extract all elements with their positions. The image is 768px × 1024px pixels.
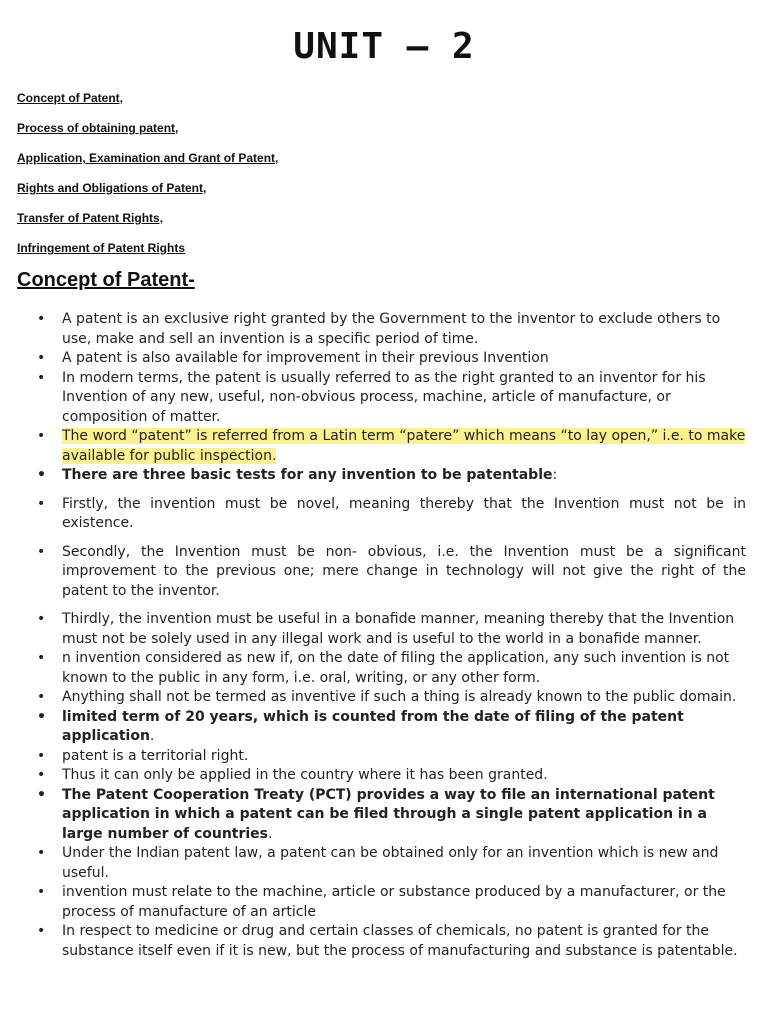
list-item (0, 649, 768, 688)
list-item-text: Thus it can only be applied in the country where it has been granted. (62, 767, 548, 783)
list-item-text: Secondly, the Invention must be non- obvious, i.e. the Invention must be a significant improvement to the previous one; mere change in technology will not give the right of the patent to the inventor. (62, 543, 746, 599)
toc-item: Rights and Obligations of Patent, (17, 181, 207, 195)
list-item (0, 495, 768, 534)
list-item-text: invention must relate to the machine, article or substance produced by a manufacturer, or the process of manufacture of an article (62, 884, 726, 920)
list-item-text: A patent is an exclusive right granted by the Government to the inventor to exclude others to use, make and sell an invention is a specific period of time. (62, 311, 721, 347)
list-item (0, 747, 768, 767)
list-item-text: The Patent Cooperation Treaty (PCT) provides a way to file an international patent application in which a patent can be filed through a single patent application in a large number of countries (62, 786, 715, 842)
highlighted-text: The word “patent” is referred from a Latin term “patere” which means “to lay open,” i.e. to make available for public inspection. (62, 428, 746, 464)
toc-item: Concept of Patent, (17, 91, 124, 105)
table-of-contents (17, 89, 717, 269)
list-item-text: In modern terms, the patent is usually referred to as the right granted to an inventor for his Invention of any new, useful, non-obvious process, machine, article of manufacture, or composition of matter. (62, 369, 706, 425)
list-item (0, 543, 768, 602)
list-item-text: Under the Indian patent law, a patent can be obtained only for an invention which is new and useful. (62, 845, 719, 881)
list-item-text: n invention considered as new if, on the date of filing the application, any such invention is not known to the public in any form, i.e. oral, writing, or any other form. (62, 650, 730, 686)
list-item-text: Thirdly, the invention must be useful in a bonafide manner, meaning thereby that the Invention must not be solely used in any illegal work and is useful to the world in a bonafide manner. (62, 611, 735, 647)
list-item-text: limited term of 20 years, which is counted from the date of filing of the patent application (62, 708, 684, 744)
list-item (0, 610, 768, 649)
list-item (0, 466, 768, 486)
page-title: UNIT – 2 (293, 26, 475, 67)
list-item (0, 883, 768, 922)
toc-item: Process of obtaining patent, (17, 121, 179, 135)
list-item-text: A patent is also available for improvement in their previous Invention (62, 350, 549, 366)
list-item (0, 786, 768, 845)
list-item (0, 844, 768, 883)
toc-item: Infringement of Patent Rights (17, 241, 185, 255)
bullet-list (0, 310, 768, 961)
toc-item: Application, Examination and Grant of Patent, (17, 151, 279, 165)
list-item (0, 369, 768, 428)
list-item (0, 427, 768, 466)
list-item (0, 688, 768, 708)
list-item (0, 349, 768, 369)
list-item-text: Firstly, the invention must be novel, meaning thereby that the Invention must not be in existence. (62, 495, 746, 531)
list-item (0, 708, 768, 747)
list-item (0, 922, 768, 961)
list-item-text: There are three basic tests for any invention to be patentable (62, 467, 553, 483)
list-item-period: . (149, 728, 155, 744)
list-item (0, 766, 768, 786)
list-item (0, 310, 768, 349)
list-item-text: In respect to medicine or drug and certain classes of chemicals, no patent is granted for the substance itself even if it is new, but the process of manufacturing and substance is patentable. (62, 923, 738, 959)
list-item-text: patent is a territorial right. (62, 747, 249, 764)
list-item-period: . (268, 825, 273, 842)
toc-item: Transfer of Patent Rights, (17, 211, 164, 225)
list-item-text: Anything shall not be termed as inventive if such a thing is already known to the public domain. (62, 689, 737, 705)
section-heading: Concept of Patent- (17, 269, 195, 291)
list-item-colon: : (552, 467, 558, 483)
